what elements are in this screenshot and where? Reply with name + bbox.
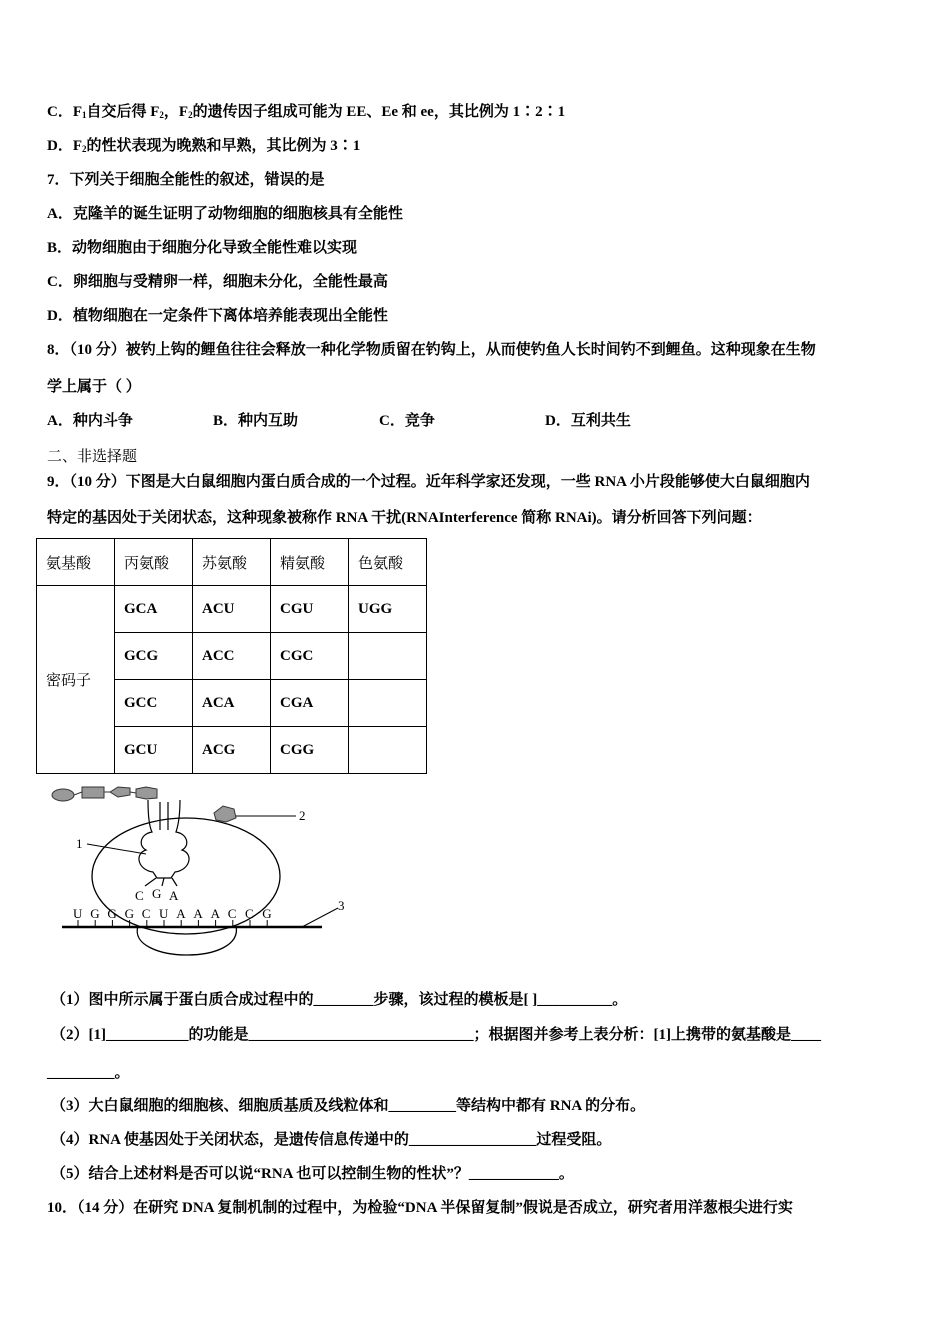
q7-option-d: D．植物细胞在一定条件下离体培养能表现出全能性 bbox=[47, 308, 388, 324]
q6-option-d: D．$F_2$的性状表现为晚熟和早熟，其比例为 3∶1 bbox=[47, 138, 361, 154]
mrna-base: A bbox=[210, 906, 220, 921]
anticodon-base: G bbox=[152, 886, 162, 901]
table-row-label: 密码子 bbox=[37, 586, 115, 774]
table-cell: GCG bbox=[115, 633, 193, 680]
table-header-cell: 丙氨酸 bbox=[115, 539, 193, 586]
table-header-cell: 苏氨酸 bbox=[193, 539, 271, 586]
peptide-chain bbox=[52, 787, 157, 801]
table-cell bbox=[349, 633, 427, 680]
q10-stem: 10．（14 分）在研究 DNA 复制机制的过程中，为检验“DNA 半保留复制”假说是否成立，研究者用洋葱根尖进行实 bbox=[47, 1200, 793, 1216]
mrna-base: G bbox=[90, 906, 100, 921]
q9-stem-2: 特定的基因处于关闭状态，这种现象被称作 RNA 干扰(RNAInterference 简称 RNAi)。请分析回答下列问题： bbox=[47, 510, 762, 526]
q8-stem-1: 8．（10 分）被钓上钩的鲤鱼往往会释放一种化学物质留在钓钩上，从而使钓鱼人长时间钓不到鲤鱼。这种现象在生物 bbox=[47, 342, 816, 358]
q8-options bbox=[47, 411, 631, 431]
table-cell: CGC bbox=[271, 633, 349, 680]
table-row bbox=[37, 586, 427, 633]
q9-sub-3: （3）大白鼠细胞的细胞核、细胞质基质及线粒体和_________等结构中都有 RNA 的分布。 bbox=[51, 1098, 646, 1114]
label-3-leader bbox=[302, 908, 338, 927]
codon-table bbox=[36, 538, 427, 774]
q7-option-c: C．卵细胞与受精卵一样，细胞未分化，全能性最高 bbox=[47, 274, 388, 290]
table-cell: GCA bbox=[115, 586, 193, 633]
q9-sub-2-cont: _________。 bbox=[47, 1065, 130, 1081]
table-cell: GCC bbox=[115, 680, 193, 727]
mrna-base: C bbox=[141, 906, 151, 921]
q7-stem: 7．下列关于细胞全能性的叙述，错误的是 bbox=[47, 172, 325, 188]
label-1: 1 bbox=[76, 836, 83, 851]
anticodon-base: A bbox=[169, 888, 179, 903]
table-cell: ACG bbox=[193, 727, 271, 774]
table-cell: GCU bbox=[115, 727, 193, 774]
mrna-base: G bbox=[107, 906, 117, 921]
table-cell: CGG bbox=[271, 727, 349, 774]
q9-sub-4: （4）RNA 使基因处于关闭状态，是遗传信息传递中的_________________过程受阻。 bbox=[51, 1132, 612, 1148]
q6-option-c: C．$F_1$自交后得 $F_2$，$F_2$的遗传因子组成可能为 EE、Ee 和 ee，其比例为 1∶2∶1 bbox=[47, 104, 566, 120]
q9-stem-1: 9．（10 分）下图是大白鼠细胞内蛋白质合成的一个过程。近年科学家还发现，一些 RNA 小片段能够使大白鼠细胞内 bbox=[47, 474, 810, 490]
table-header-cell: 氨基酸 bbox=[37, 539, 115, 586]
table-cell: ACU bbox=[193, 586, 271, 633]
table-cell bbox=[349, 680, 427, 727]
mrna-base: G bbox=[262, 906, 272, 921]
mrna-base: C bbox=[245, 906, 254, 921]
q8-option-b: B．种内互助 bbox=[213, 413, 299, 429]
q9-sub-5: （5）结合上述材料是否可以说“RNA 也可以控制生物的性状”？____________。 bbox=[51, 1166, 574, 1182]
table-cell: CGA bbox=[271, 680, 349, 727]
translation-diagram bbox=[40, 780, 360, 960]
q8-option-d: D．互利共生 bbox=[545, 413, 631, 429]
table-cell bbox=[349, 727, 427, 774]
table-cell: CGU bbox=[271, 586, 349, 633]
mrna-base: U bbox=[159, 906, 169, 921]
label-3: 3 bbox=[338, 898, 345, 913]
q9-sub-1: （1）图中所示属于蛋白质合成过程中的________步骤，该过程的模板是[ ]__________。 bbox=[51, 992, 628, 1008]
table-cell: ACA bbox=[193, 680, 271, 727]
mrna-base: C bbox=[227, 906, 237, 921]
q7-option-a: A．克隆羊的诞生证明了动物细胞的细胞核具有全能性 bbox=[47, 206, 403, 222]
mrna-base: A bbox=[176, 906, 186, 921]
q9-sub-2: （2）[1]___________的功能是______________________________；根据图并参考上表分析：[1]上携带的氨基酸是____ bbox=[51, 1027, 821, 1043]
table-cell: ACC bbox=[193, 633, 271, 680]
q8-option-a: A．种内斗争 bbox=[47, 413, 133, 429]
label-1-leader bbox=[87, 844, 146, 854]
mrna-base: U bbox=[73, 906, 83, 921]
mrna-base: G bbox=[124, 906, 134, 921]
q8-stem-2: 学上属于（ ） bbox=[47, 379, 141, 395]
q7-option-b: B．动物细胞由于细胞分化导致全能性难以实现 bbox=[47, 240, 358, 256]
label-2: 2 bbox=[299, 808, 306, 823]
anticodon-base: C bbox=[135, 888, 144, 903]
q8-option-c: C．竞争 bbox=[379, 413, 435, 429]
table-header-cell: 精氨酸 bbox=[271, 539, 349, 586]
table-cell: UGG bbox=[349, 586, 427, 633]
table-header-cell: 色氨酸 bbox=[349, 539, 427, 586]
mrna-bases bbox=[73, 906, 272, 927]
section-title: 二、非选择题 bbox=[47, 447, 138, 465]
trna-1 bbox=[139, 800, 189, 886]
mrna-base: A bbox=[193, 906, 203, 921]
table-header-row bbox=[37, 539, 427, 586]
amino-acid-2 bbox=[214, 806, 306, 823]
